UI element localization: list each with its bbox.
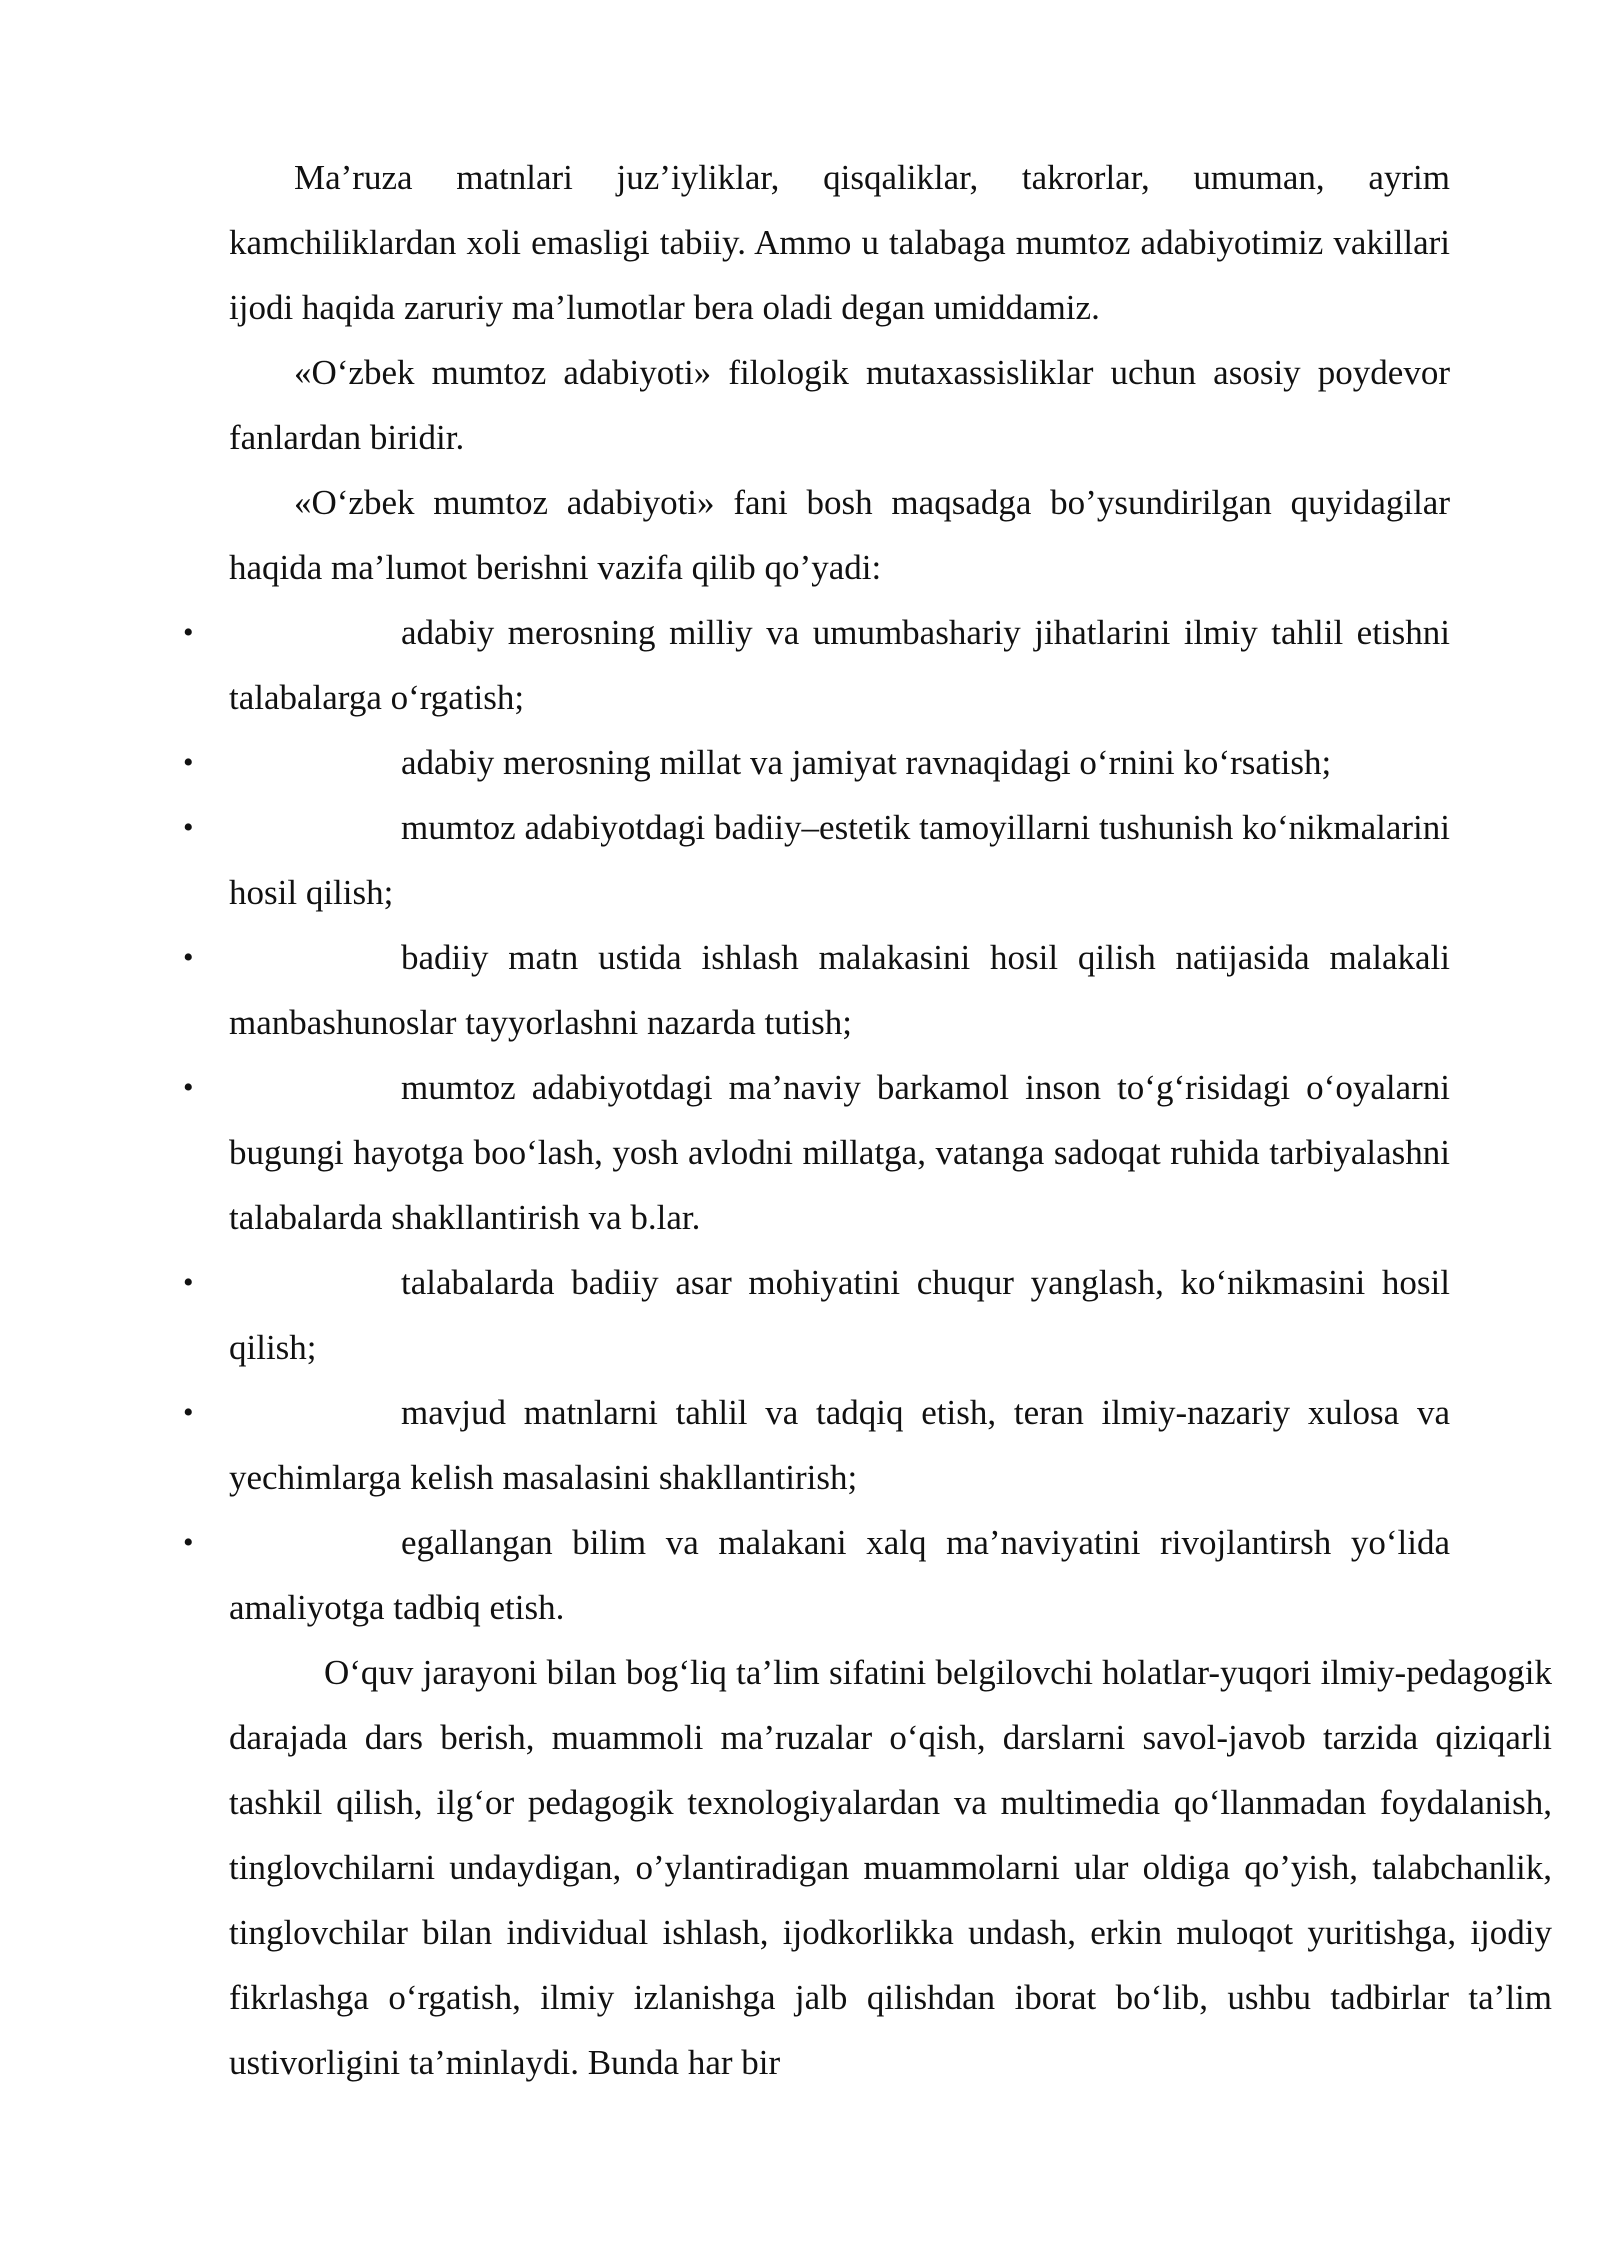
bullet-icon: • (183, 1266, 194, 1299)
list-item-text: badiiy matn ustida ishlash malakasini hosil qilish natijasida malakali manbashunoslar tayyorlashni nazarda tutish; (229, 938, 1450, 1042)
list-item-text: adabiy merosning milliy va umumbashariy jihatlarini ilmiy tahlil etishni talabalarga o‘rgatish; (229, 613, 1450, 717)
list-item (183, 1250, 1450, 1380)
list-item-text: mumtoz adabiyotdagi ma’naviy barkamol inson to‘g‘risidagi o‘oyalarni bugungi hayotga boo‘lash, yosh avlodni millatga, vatanga sadoqat ruhida tarbiyalashni talabalarda shakllantirish va b.lar. (229, 1068, 1450, 1237)
list-item-text: adabiy merosning millat va jamiyat ravnaqidagi o‘rnini ko‘rsatish; (401, 743, 1332, 782)
list-item (183, 1380, 1450, 1510)
list-item-text: mumtoz adabiyotdagi badiiy–estetik tamoyillarni tushunish ko‘nikmalarini hosil qilish; (229, 808, 1450, 912)
list-item (183, 795, 1450, 925)
list-item (183, 1055, 1450, 1250)
list-item-text: egallangan bilim va malakani xalq ma’naviyatini rivojlantirsh yo‘lida amaliyotga tadbiq etish. (229, 1523, 1450, 1627)
closing-paragraph: O‘quv jarayoni bilan bog‘liq ta’lim sifatini belgilovchi holatlar-yuqori ilmiy-pedagogik darajada dars berish, muammoli ma’ruzalar o‘qish, darslarni savol-javob tarzida qiziqarli tashkil qilish, ilg‘or pedagogik texnologiyalardan va multimedia qo‘llanmadan foydalanish, tinglovchilarni undaydigan, o’ylantiradigan muammolarni ular oldiga qo’yish, talabchanlik, tinglovchilar bilan individual ishlash, ijodkorlikka undash, erkin muloqot yuritishga, ijodiy fikrlashga o‘rgatish, ilmiy izlanishga jalb qilishdan iborat bo‘lib, ushbu tadbirlar ta’lim ustivorligini ta’minlaydi. Bunda har bir (229, 1653, 1552, 2082)
goals-intro-paragraph: «O‘zbek mumtoz adabiyoti» fani bosh maqsadga bo’ysundirilgan quyidagilar haqida ma’lumot berishni vazifa qilib qo’yadi: (229, 483, 1450, 587)
list-item-text: talabalarda badiiy asar mohiyatini chuqur yanglash, ko‘nikmasini hosil qilish; (229, 1263, 1450, 1367)
goals-bullet-list (183, 600, 1450, 1640)
bullet-icon: • (183, 746, 194, 779)
bullet-icon: • (183, 1526, 194, 1559)
intro-paragraph: Ma’ruza matnlari juz’iyliklar, qisqaliklar, takrorlar, umuman, ayrim kamchiliklardan xoli emasligi tabiiy. Ammo u talabaga mumtoz adabiyotimiz vakillari ijodi haqida zaruriy ma’lumotlar bera oladi degan umiddamiz. (229, 158, 1450, 327)
subject-paragraph: «O‘zbek mumtoz adabiyoti» filologik mutaxassisliklar uchun asosiy poydevor fanlardan biridir. (229, 353, 1450, 457)
bullet-icon: • (183, 811, 194, 844)
main-text-column (183, 145, 1450, 1640)
list-item (183, 600, 1450, 730)
list-item (183, 925, 1450, 1055)
bullet-icon: • (183, 616, 194, 649)
bullet-icon: • (183, 1071, 194, 1104)
bullet-icon: • (183, 1396, 194, 1429)
list-item (183, 1510, 1450, 1640)
list-item-text: mavjud matnlarni tahlil va tadqiq etish, teran ilmiy-nazariy xulosa va yechimlarga kelish masalasini shakllantirish; (229, 1393, 1450, 1497)
list-item (183, 730, 1450, 795)
closing-text-block (229, 1640, 1552, 2095)
bullet-icon: • (183, 941, 194, 974)
